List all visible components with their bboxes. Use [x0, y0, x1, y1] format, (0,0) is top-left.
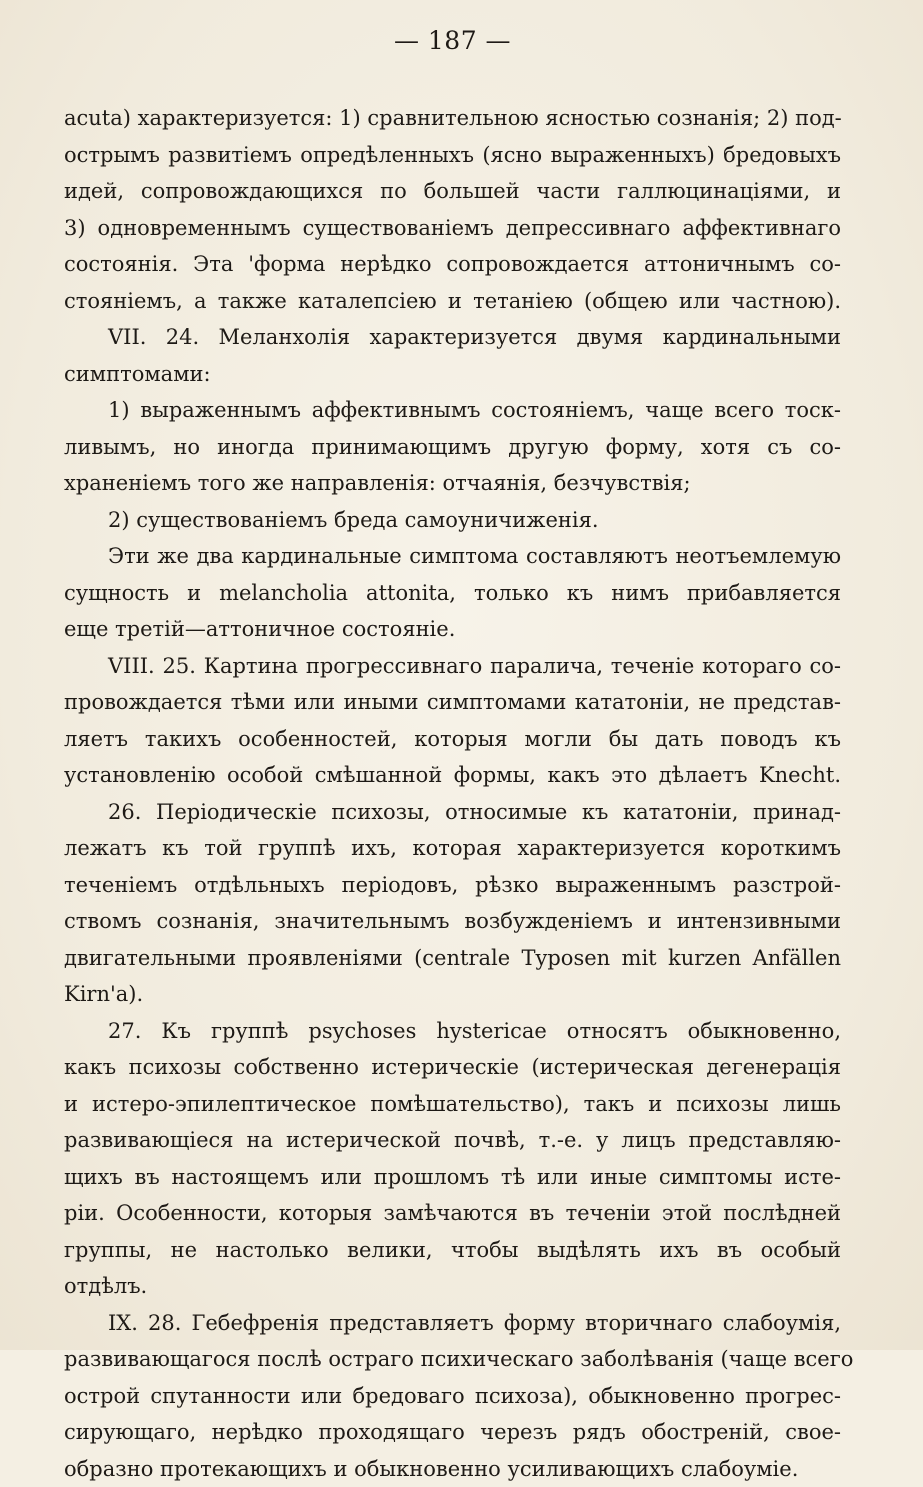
text-line: и истеро-эпилептическое помѣшательство), такъ и психозы лишь	[64, 1086, 841, 1123]
text-line: 3) одновременнымъ существованіемъ депрессивнаго аффективнаго	[64, 210, 841, 247]
text-line: храненіемъ того же направленія: отчаянія, безчувствія;	[64, 465, 841, 502]
text-line: состоянія. Эта 'форма нерѣдко сопровождается аттоничнымъ со-	[64, 246, 841, 283]
text-line: VII. 24. Меланхолія характеризуется двумя кардинальными	[64, 319, 841, 356]
text-line: теченіемъ отдѣльныхъ періодовъ, рѣзко выраженнымъ разстрой-	[64, 867, 841, 904]
text-line: 26. Періодическіе психозы, относимые къ кататоніи, принад-	[64, 794, 841, 831]
text-line: острой спутанности или бредоваго психоза), обыкновенно прогрес-	[64, 1378, 841, 1415]
paragraph	[64, 794, 841, 1013]
text-line: IX. 28. Гебефренія представляетъ форму вторичнаго слабоумія,	[64, 1305, 841, 1342]
text-line: сирующаго, нерѣдко проходящаго черезъ рядъ обостреній, свое-	[64, 1414, 841, 1451]
page-number: — 187 —	[64, 22, 841, 62]
text-line: еще третій—аттоничное состояніе.	[64, 611, 841, 648]
text-line: ляетъ такихъ особенностей, которыя могли бы дать поводъ къ	[64, 721, 841, 758]
paragraph	[64, 1305, 841, 1487]
paragraph	[64, 100, 841, 319]
page-body	[64, 100, 841, 1487]
text-line: ріи. Особенности, которыя замѣчаются въ теченіи этой послѣдней	[64, 1195, 841, 1232]
paragraph	[64, 1013, 841, 1305]
text-line: двигательными проявленіями (centrale Typosen mit kurzen Anfällen	[64, 940, 841, 977]
text-line: щихъ въ настоящемъ или прошломъ тѣ или иные симптомы исте-	[64, 1159, 841, 1196]
text-line: развивающіеся на истерической почвѣ, т.-е. у лицъ представляю-	[64, 1122, 841, 1159]
text-line: стояніемъ, а также каталепсіею и тетаніею (общею или частною).	[64, 283, 841, 320]
text-line: ствомъ сознанія, значительнымъ возбужденіемъ и интензивными	[64, 903, 841, 940]
text-line: ливымъ, но иногда принимающимъ другую форму, хотя съ со-	[64, 429, 841, 466]
paragraph	[64, 648, 841, 794]
text-line: провождается тѣми или иными симптомами кататоніи, не представ-	[64, 684, 841, 721]
text-line: установленію особой смѣшанной формы, какъ это дѣлаетъ Knecht.	[64, 757, 841, 794]
text-line: какъ психозы собственно истерическіе (истерическая дегенерація	[64, 1049, 841, 1086]
paragraph	[64, 538, 841, 648]
text-line: идей, сопровождающихся по большей части галлюцинаціями, и	[64, 173, 841, 210]
paragraph	[64, 319, 841, 392]
text-line: образно протекающихъ и обыкновенно усиливающихъ слабоуміе.	[64, 1451, 841, 1487]
text-line: развивающагося послѣ остраго психическаго заболѣванія (чаще всего	[64, 1341, 841, 1378]
text-line: 2) существованіемъ бреда самоуничиженія.	[64, 502, 841, 539]
paragraph	[64, 392, 841, 502]
text-line: Kirn'a).	[64, 976, 841, 1013]
text-line: лежатъ къ той группѣ ихъ, которая характеризуется короткимъ	[64, 830, 841, 867]
text-line: острымъ развитіемъ опредѣленныхъ (ясно выраженныхъ) бредовыхъ	[64, 137, 841, 174]
paragraph	[64, 502, 841, 539]
text-line: acuta) характеризуется: 1) сравнительною ясностью сознанія; 2) под-	[64, 100, 841, 137]
text-line: 27. Къ группѣ psychoses hystericae относятъ обыкновенно,	[64, 1013, 841, 1050]
text-line: VIII. 25. Картина прогрессивнаго паралича, теченіе котораго со-	[64, 648, 841, 685]
text-line: симптомами:	[64, 356, 841, 393]
text-line: 1) выраженнымъ аффективнымъ состояніемъ, чаще всего тоск-	[64, 392, 841, 429]
text-line: группы, не настолько велики, чтобы выдѣлять ихъ въ особый	[64, 1232, 841, 1269]
text-line: сущность и melancholia attonita, только къ нимъ прибавляется	[64, 575, 841, 612]
text-line: отдѣлъ.	[64, 1268, 841, 1305]
text-line: Эти же два кардинальные симптома составляютъ неотъемлемую	[64, 538, 841, 575]
